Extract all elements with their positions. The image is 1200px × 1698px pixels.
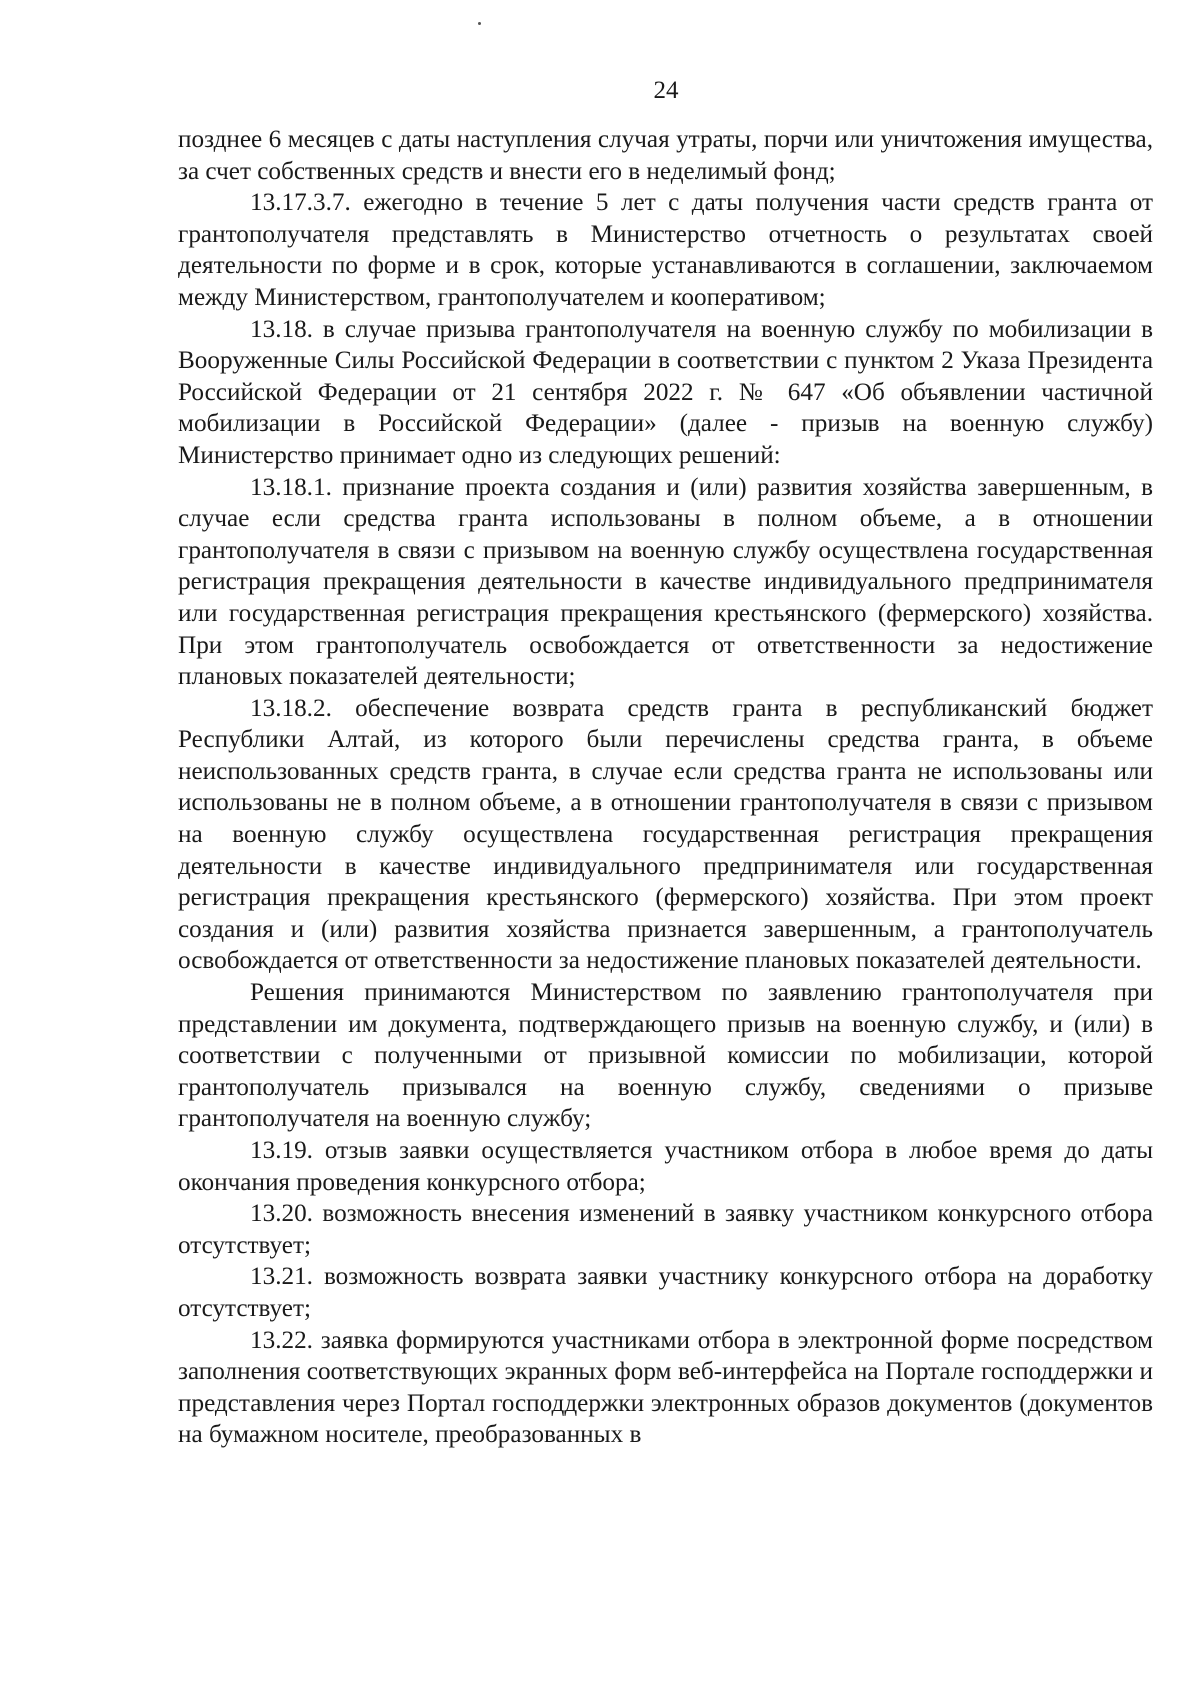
paragraph-decisions: Решения принимаются Министерством по заявлению грантополучателя при представлении им документа, подтверждающего призыв на военную службу, и (или) в соответствии с полученными от призывной комиссии по мобилизации, которой грантополучатель призывался на военную службу, сведениями о призыве грантополучателя на военную службу; xyxy=(178,979,1153,1133)
paragraph-13-18: 13.18. в случае призыва грантополучателя на военную службу по мобилизации в Вооруженные Силы Российской Федерации в соответствии с пунктом 2 Указа Президента Российской Федерации от 21 сентября 2022 г. № 647 «Об объявлении частичной мобилизации в Российской Федерации» (далее - призыв на военную службу) Министерство принимает одно из следующих решений: xyxy=(178,315,1153,469)
paragraph-13-18-2: 13.18.2. обеспечение возврата средств гранта в республиканский бюджет Республики Алтай, из которого были перечислены средства гранта, в объеме неиспользованных средств гранта, в случае если средства гранта не использованы или использованы не в полном объеме, а в отношении грантополучателя в связи с призывом на военную службу осуществлена государственная регистрация прекращения деятельности в качестве индивидуального предпринимателя или государственная регистрация прекращения крестьянского (фермерского) хозяйства. При этом проект создания и (или) развития хозяйства признается завершенным, а грантополучатель освобождается от ответственности за недостижение плановых показателей деятельности. xyxy=(178,694,1153,975)
paragraph-13-18-1: 13.18.1. признание проекта создания и (или) развития хозяйства завершенным, в случае если средства гранта использованы в полном объеме, а в отношении грантополучателя в связи с призывом на военную службу осуществлена государственная регистрация прекращения деятельности в качестве индивидуального предпринимателя или государственная регистрация прекращения крестьянского (фермерского) хозяйства. При этом грантополучатель освобождается от ответственности за недостижение плановых показателей деятельности; xyxy=(178,473,1153,691)
paragraph-13-19: 13.19. отзыв заявки осуществляется участником отбора в любое время до даты окончания проведения конкурсного отбора; xyxy=(178,1137,1153,1196)
paragraph-13-17-3-7: 13.17.3.7. ежегодно в течение 5 лет с даты получения части средств гранта от грантополучателя представлять в Министерство отчетность о результатах своей деятельности по форме и в срок, которые устанавливаются в соглашении, заключаемом между Министерством, грантополучателем и кооперативом; xyxy=(178,189,1153,311)
paragraph-13-21: 13.21. возможность возврата заявки участнику конкурсного отбора на доработку отсутствует; xyxy=(178,1263,1153,1322)
paragraph-13-22: 13.22. заявка формируются участниками отбора в электронной форме посредством заполнения соответствующих экранных форм веб-интерфейса на Портале господдержки и представления через Портал господдержки электронных образов документов (документов на бумажном носителе, преобразованных в xyxy=(178,1326,1153,1449)
scan-speck xyxy=(478,22,481,25)
page-number: 24 xyxy=(653,77,679,104)
paragraph-continuation: позднее 6 месяцев с даты наступления случая утраты, порчи или уничтожения имущества, за счет собственных средств и внести его в неделимый фонд; xyxy=(178,126,1153,185)
paragraph-13-20: 13.20. возможность внесения изменений в заявку участником конкурсного отбора отсутствует; xyxy=(178,1200,1153,1259)
document-body xyxy=(178,124,1153,1451)
